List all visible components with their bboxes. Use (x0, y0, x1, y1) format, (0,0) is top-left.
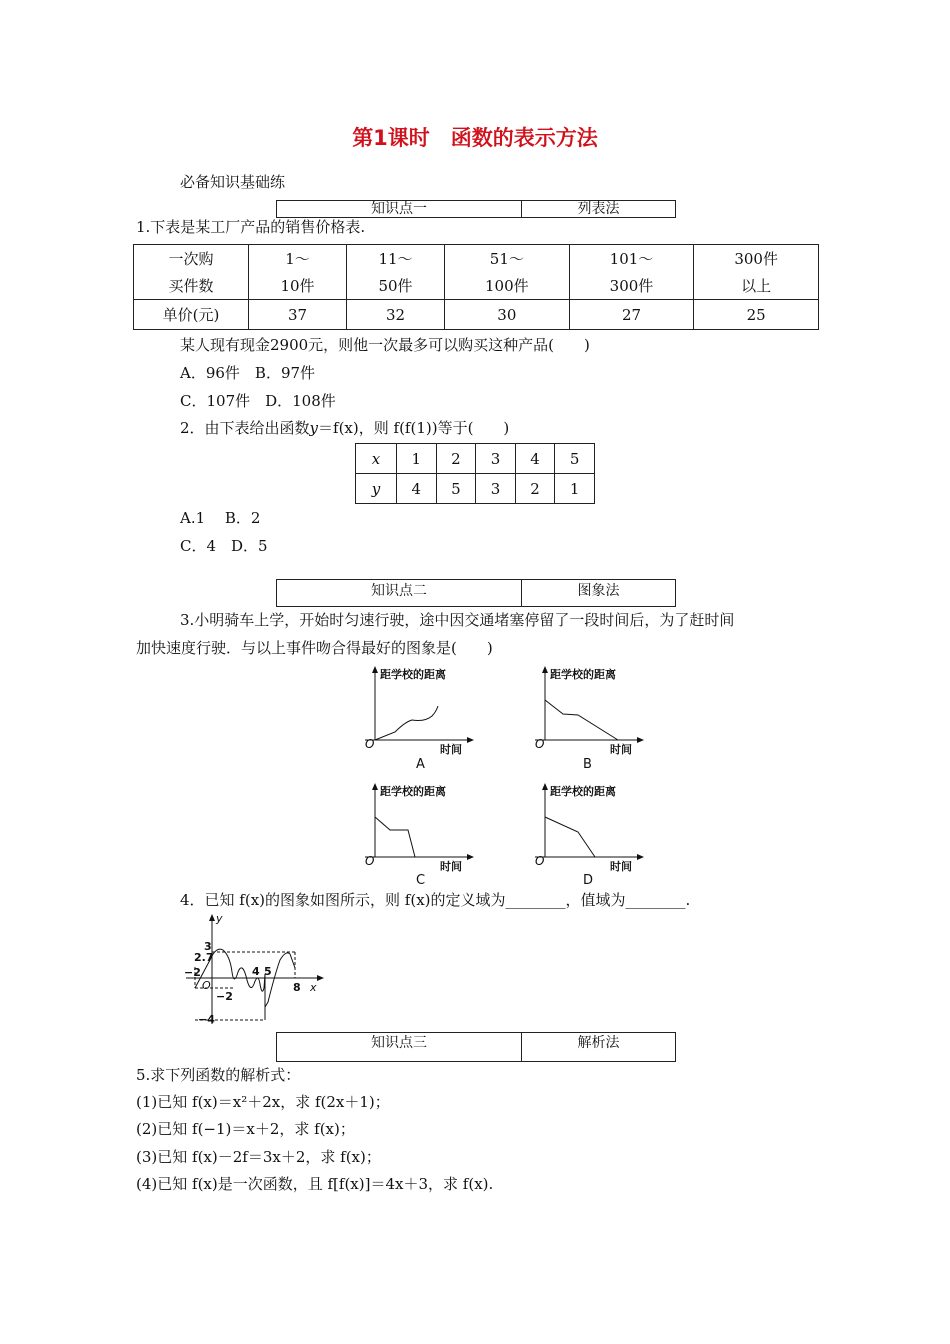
table-cell: 50件 (347, 272, 445, 300)
kp3-method: 解析法 (577, 1035, 620, 1051)
kp2-name: 知识点二 (277, 580, 522, 606)
graph-d-curve (545, 817, 595, 857)
q2-options-1: A.1 B．2 (180, 509, 261, 527)
q4-text: 4．已知 f(x)的图象如图所示，则 f(x)的定义域为________，值域为________. (180, 891, 691, 909)
graph-c-origin: O (365, 854, 375, 868)
q4-graph (180, 912, 325, 1030)
graph-b-ylabel: 距学校的距离 (550, 668, 616, 681)
table-cell: 以上 (694, 272, 819, 300)
table-cell: 1～ (249, 245, 347, 272)
graph-d-ylabel: 距学校的距离 (550, 785, 616, 798)
q1-options-2: C．107件 D．108件 (180, 392, 336, 410)
graph-d-xlabel: 时间 (610, 860, 632, 873)
table-cell: 27 (569, 300, 694, 330)
knowledge-point-2-bar (276, 579, 676, 607)
table-header-qty-2: 买件数 (134, 272, 249, 300)
q2-stem-y: y (309, 419, 319, 437)
kp1-name: 知识点一 (277, 201, 522, 217)
q3-line-1: 3.小明骑车上学，开始时匀速行驶，途中因交通堵塞停留了一段时间后，为了赶时间 (180, 611, 735, 629)
graph-b-origin: O (535, 737, 545, 751)
table-y-label: y (371, 479, 381, 498)
table-cell: 4 (515, 444, 555, 474)
function-table (355, 443, 595, 504)
table-cell: 3 (476, 474, 516, 504)
kp2-method: 图象法 (577, 583, 620, 599)
q1-question: 某人现有现金2900元，则他一次最多可以购买这种产品( ) (180, 336, 590, 354)
q2-stem-mid: ＝f(x)，则 f(f(1))等于( ) (318, 419, 510, 437)
graph-b-xlabel: 时间 (610, 743, 632, 756)
q4-label-3: 3 (204, 940, 212, 953)
q5-part-4: (4)已知 f(x)是一次函数，且 f[f(x)]＝4x＋3，求 f(x). (136, 1175, 494, 1193)
q5-part-3: (3)已知 f(x)－2f＝3x＋2，求 f(x)； (136, 1148, 381, 1166)
section-label: 必备知识基础练 (180, 173, 286, 191)
table-cell: 2 (515, 474, 555, 504)
q4-origin: O (202, 979, 211, 992)
table-cell: 11～ (347, 245, 445, 272)
table-cell: 100件 (445, 272, 570, 300)
graph-d-label: D (583, 873, 594, 888)
table-cell: 5 (555, 444, 595, 474)
graph-a-curve (375, 706, 438, 740)
table-cell: 51～ (445, 245, 570, 272)
q4-label-neg4: −4 (198, 1013, 215, 1026)
table-x-label: x (371, 449, 381, 468)
q4-label-5: 5 (264, 965, 272, 978)
knowledge-point-3-bar (276, 1032, 676, 1062)
q2-stem (180, 417, 509, 438)
table-cell: 300件 (694, 245, 819, 272)
table-cell: 32 (347, 300, 445, 330)
table-cell: 3 (476, 444, 516, 474)
graph-a-ylabel: 距学校的距离 (380, 668, 446, 681)
graph-c-ylabel: 距学校的距离 (380, 785, 446, 798)
graph-b-curve (545, 700, 618, 740)
q4-label-neg2-x: −2 (184, 966, 201, 979)
q4-label-2-7: 2.7 (194, 951, 214, 964)
graph-a-xlabel: 时间 (440, 743, 462, 756)
table-cell: 4 (397, 474, 437, 504)
table-cell: 30 (445, 300, 570, 330)
q5-part-2: (2)已知 f(−1)＝x＋2，求 f(x)； (136, 1120, 355, 1138)
page-title: 第1课时 函数的表示方法 (352, 126, 598, 150)
table-header-price: 单价(元) (134, 300, 249, 330)
q3-line-2: 加快速度行驶．与以上事件吻合得最好的图象是( ) (136, 639, 493, 657)
q2-stem-prefix: 2．由下表给出函数 (180, 419, 310, 437)
graph-b-label: B (583, 757, 592, 772)
q3-graphs (350, 662, 650, 892)
graph-c-curve (375, 817, 415, 857)
table-cell: 25 (694, 300, 819, 330)
table-cell: 1 (397, 444, 437, 474)
table-cell: 2 (436, 444, 476, 474)
table-header-qty-1: 一次购 (134, 245, 249, 272)
table-cell: 10件 (249, 272, 347, 300)
table-cell: 37 (249, 300, 347, 330)
q5-part-1: (1)已知 f(x)＝x²＋2x，求 f(2x＋1)； (136, 1093, 390, 1111)
q5-stem: 5.求下列函数的解析式： (136, 1066, 301, 1084)
table-cell: 1 (555, 474, 595, 504)
price-table (133, 244, 819, 330)
q4-label-4: 4 (252, 965, 260, 978)
kp1-method: 列表法 (577, 201, 620, 217)
table-cell: 101～ (569, 245, 694, 272)
graph-c-xlabel: 时间 (440, 860, 462, 873)
graph-a-label: A (416, 757, 425, 772)
graph-c-label: C (416, 873, 426, 888)
q4-x-label: x (310, 981, 317, 994)
table-cell: 5 (436, 474, 476, 504)
q4-label-neg2-y: −2 (216, 990, 233, 1003)
q1-stem: 1.下表是某工厂产品的销售价格表. (136, 218, 366, 236)
q4-y-label: y (216, 912, 223, 925)
q1-options-1: A．96件 B．97件 (180, 364, 316, 382)
q2-options-2: C．4 D．5 (180, 537, 268, 555)
table-cell: 300件 (569, 272, 694, 300)
q4-label-8: 8 (293, 981, 301, 994)
graph-d-origin: O (535, 854, 545, 868)
graph-a-origin: O (365, 737, 375, 751)
kp3-name: 知识点三 (277, 1033, 522, 1061)
